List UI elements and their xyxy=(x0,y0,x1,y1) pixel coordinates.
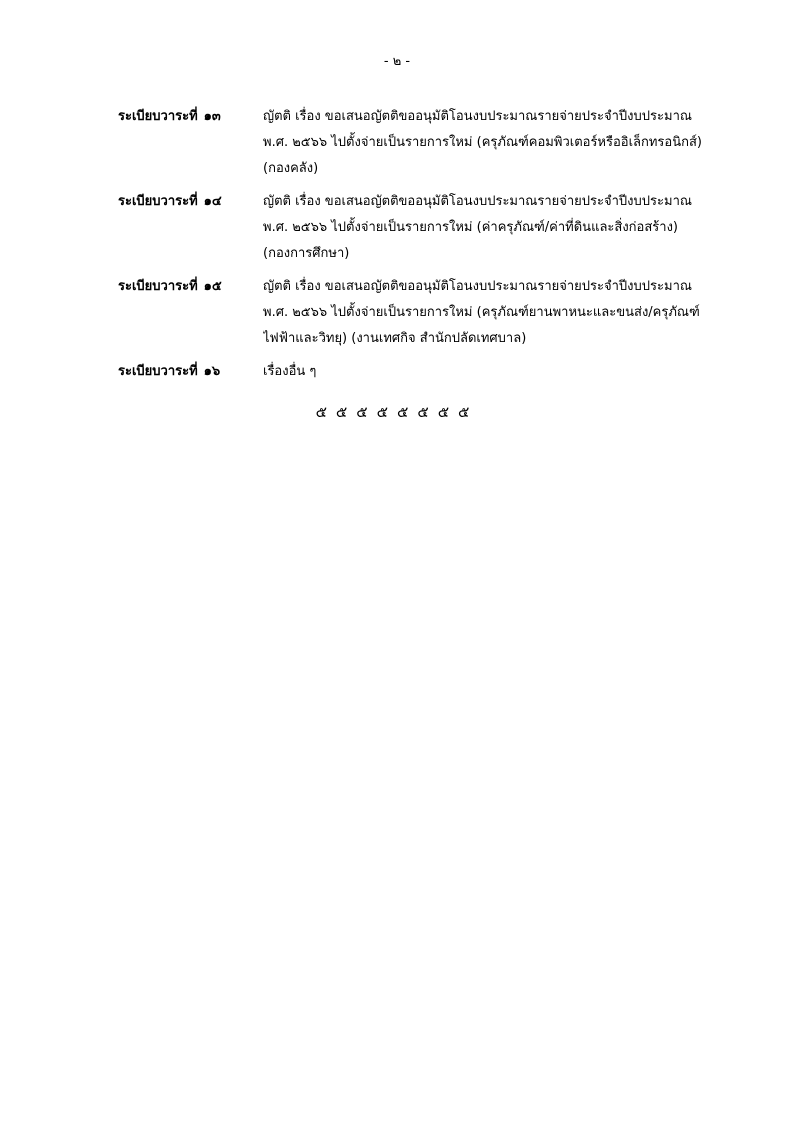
agenda-item-label xyxy=(118,274,263,300)
agenda-text-line: ญัตติ เรื่อง ขอเสนอญัตติขออนุมัติโอนงบประมาณรายจ่ายประจำปีงบประมาณ xyxy=(263,109,692,124)
agenda-number: ๑๔ xyxy=(203,194,222,209)
end-of-document-mark: ๕๕๕๕๕๕๕๕ xyxy=(315,403,479,421)
agenda-item-text xyxy=(263,274,718,352)
agenda-item-label xyxy=(118,359,263,385)
agenda-text-line: ไฟฟ้าและวิทยุ) (งานเทศกิจ สำนักปลัดเทศบาล) xyxy=(263,331,527,346)
agenda-list xyxy=(118,104,718,392)
agenda-item xyxy=(118,274,718,352)
agenda-item xyxy=(118,189,718,267)
agenda-label-text: ระเบียบวาระที่ xyxy=(118,364,198,379)
agenda-text-line: เรื่องอื่น ๆ xyxy=(263,364,317,379)
agenda-number: ๑๖ xyxy=(203,364,221,379)
agenda-item-text xyxy=(263,104,718,182)
agenda-item xyxy=(118,359,718,385)
page-number: - ๒ - xyxy=(383,54,411,69)
agenda-item-label xyxy=(118,189,263,215)
agenda-item-text xyxy=(263,189,718,267)
agenda-label-text: ระเบียบวาระที่ xyxy=(118,279,198,294)
agenda-text-line: พ.ศ. ๒๕๖๖ ไปตั้งจ่ายเป็นรายการใหม่ (ครุภัณฑ์คอมพิวเตอร์หรืออิเล็กทรอนิกส์) xyxy=(263,135,702,150)
agenda-text-line: พ.ศ. ๒๕๖๖ ไปตั้งจ่ายเป็นรายการใหม่ (ค่าครุภัณฑ์/ค่าที่ดินและสิ่งก่อสร้าง) xyxy=(263,220,678,235)
agenda-item-label xyxy=(118,104,263,130)
agenda-text-line: (กองคลัง) xyxy=(263,161,319,176)
agenda-text-line: พ.ศ. ๒๕๖๖ ไปตั้งจ่ายเป็นรายการใหม่ (ครุภัณฑ์ยานพาหนะและขนส่ง/ครุภัณฑ์ xyxy=(263,305,700,320)
agenda-label-text: ระเบียบวาระที่ xyxy=(118,109,198,124)
agenda-number: ๑๓ xyxy=(203,109,221,124)
agenda-item-text xyxy=(263,359,718,385)
agenda-text-line: (กองการศึกษา) xyxy=(263,246,350,261)
agenda-item xyxy=(118,104,718,182)
agenda-text-line: ญัตติ เรื่อง ขอเสนอญัตติขออนุมัติโอนงบประมาณรายจ่ายประจำปีงบประมาณ xyxy=(263,194,692,209)
agenda-text-line: ญัตติ เรื่อง ขอเสนอญัตติขออนุมัติโอนงบประมาณรายจ่ายประจำปีงบประมาณ xyxy=(263,279,692,294)
agenda-number: ๑๕ xyxy=(203,279,222,294)
agenda-label-text: ระเบียบวาระที่ xyxy=(118,194,198,209)
